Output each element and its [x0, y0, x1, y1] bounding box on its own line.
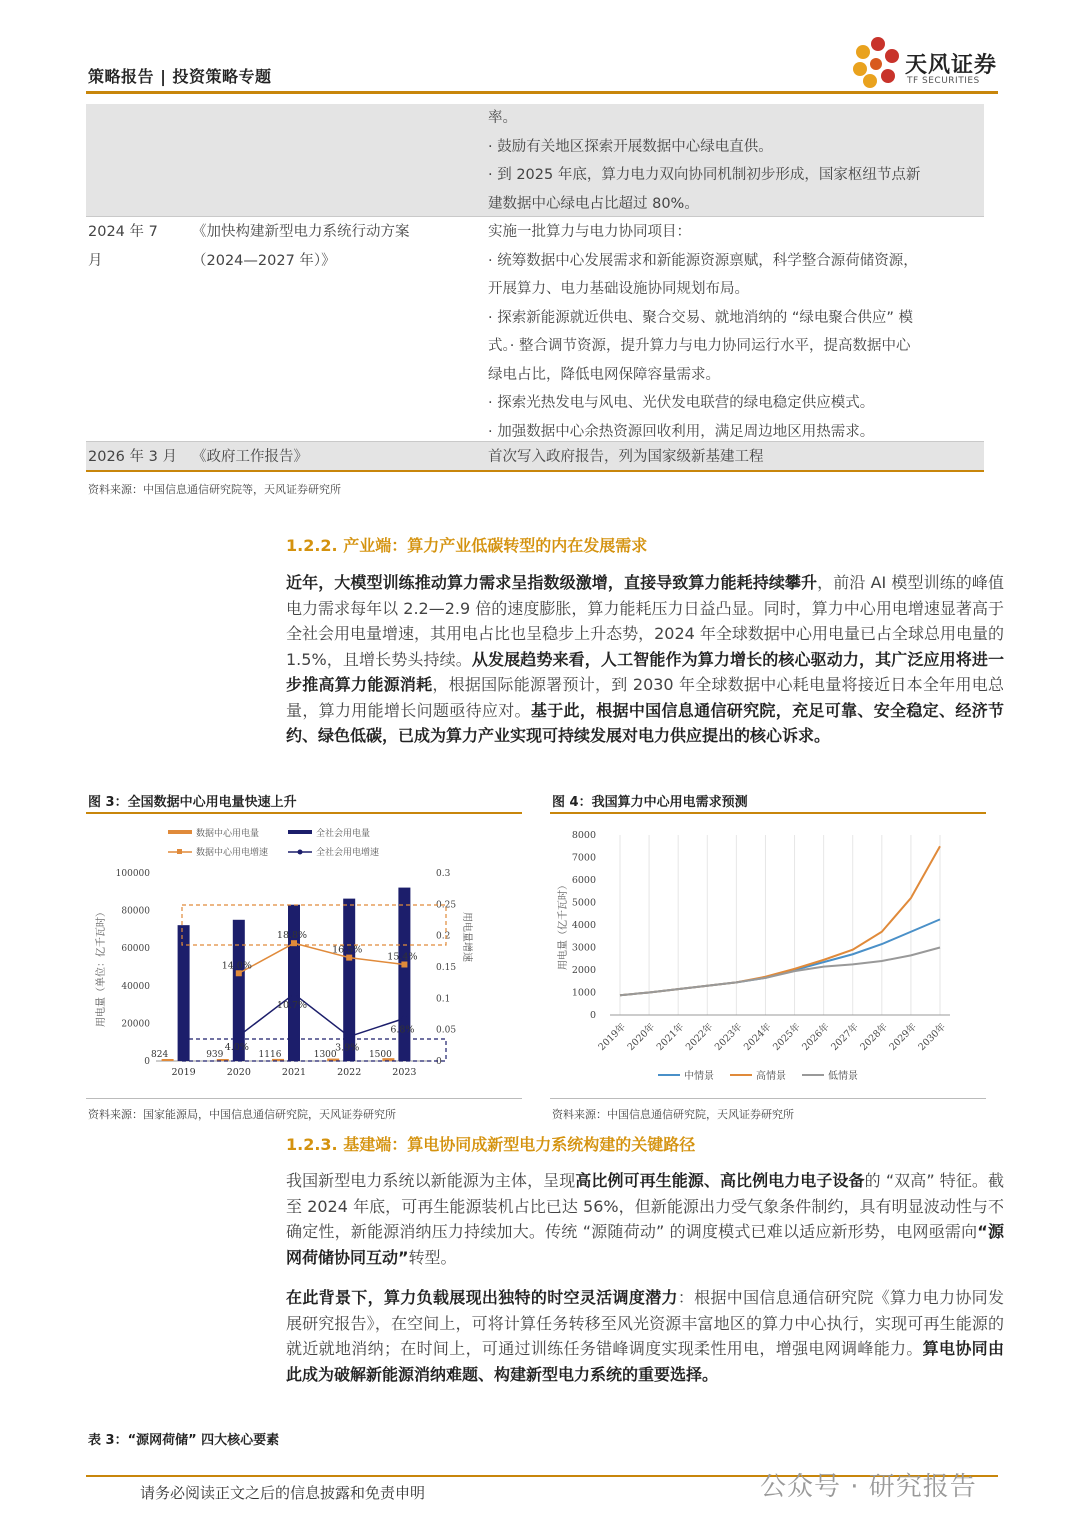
watermark: 公众号 · 研究报告 — [760, 1472, 977, 1502]
x-tick-label: 2022年 — [683, 1021, 716, 1053]
x-tick-label: 2028年 — [858, 1021, 890, 1053]
x-tick-label: 2030年 — [916, 1021, 949, 1053]
fig4-chart — [550, 818, 986, 1098]
legend-label: 数据中心用电增速 — [196, 848, 269, 858]
y-tick-label: 80000 — [121, 906, 150, 917]
legend-swatch — [168, 830, 192, 834]
y-tick-label: 6000 — [571, 875, 596, 886]
cell-line: · 探索新能源就近供电、聚合交易、就地消纳的 “绿电聚合供应” 模 — [488, 309, 913, 326]
bar-value-label: 1500 — [368, 1050, 392, 1060]
legend-label: 全社会用电量 — [316, 829, 371, 839]
line-point — [401, 1015, 407, 1021]
bar-society — [288, 905, 300, 1061]
y2-tick-label: 0.1 — [436, 994, 451, 1005]
cell-line: 绿电占比，降低电网保障容量需求。 — [488, 366, 720, 383]
body-paragraph — [286, 570, 1004, 749]
series-line — [620, 948, 940, 996]
series-line — [239, 994, 405, 1037]
y-tick-label: 20000 — [121, 1019, 150, 1030]
y-tick-label: 0 — [589, 1010, 596, 1021]
x-tick-label: 2023 — [392, 1067, 417, 1078]
x-tick-label: 2021 — [281, 1067, 307, 1078]
cell-line: · 探索光热发电与风电、光伏发电联营的绿电稳定供应模式。 — [488, 395, 875, 411]
bold-text: 从发展趋势来看，人工智能作为算力增长的核心驱动力，其广泛应用将进一步推高算力能源消耗 — [286, 649, 1004, 694]
x-tick-label: 2026年 — [800, 1021, 832, 1053]
body-text: ，根据国际能源署预计，到 2030 年全球数据中心耗电量将接近日本全年用电总量，算力用能增长问题亟待应对。 — [286, 675, 1004, 720]
y-tick-label: 7000 — [571, 852, 596, 864]
table-cell-document — [192, 218, 482, 275]
bold-text: 近年，大模型训练推动算力需求呈指数级激增，直接导致算力能耗持续攀升 — [286, 573, 818, 592]
legend-label: 全社会用电增速 — [316, 848, 380, 858]
cell-line: 《加快构建新型电力系统行动方案 — [192, 224, 410, 240]
line-value-label: 3.9% — [335, 1042, 360, 1054]
line-point — [346, 1034, 352, 1040]
y-tick-label: 2000 — [571, 965, 596, 976]
y-tick-label: 100000 — [115, 869, 150, 879]
cell-line: · 加强数据中心余热资源回收利用，满足周边地区用热需求。 — [488, 423, 875, 440]
x-tick-label: 2023年 — [712, 1021, 745, 1053]
legend-label: 低情景 — [828, 1071, 858, 1082]
legend-swatch — [177, 849, 182, 854]
cell-line: 2024 年 7 — [88, 224, 158, 240]
bold-text: 高比例可再生能源、高比例电力电子设备 — [575, 1171, 865, 1190]
y-tick-label: 40000 — [121, 981, 150, 992]
section-title: 1.2.3. 基建端：算电协同成新型电力系统构建的关键路径 — [286, 1135, 696, 1154]
logo-subtext: TF SECURITIES — [907, 76, 980, 86]
x-tick-label: 2020年 — [625, 1021, 658, 1053]
bold-text: 基于此，根据中国信息通信研究院，充足可靠、安全稳定、经济节约、绿色低碳，已成为算力产业实现可持续发展对电力供应提出的核心诉求。 — [286, 700, 1004, 745]
line-value-label: 4.0% — [224, 1041, 249, 1053]
table-cell-content: 首次写入政府报告，列为国家级新基建工程 — [488, 449, 764, 465]
cell-line: （2024—2027 年）》 — [192, 252, 336, 269]
bar-value-label: 1300 — [313, 1050, 337, 1060]
line-value-label: 14.0% — [221, 960, 252, 972]
table-cell-document: 《政府工作报告》 — [192, 449, 308, 465]
cell-line: 建数据中心绿电占比超过 80%。 — [488, 195, 699, 212]
bold-text: “源网荷储协同互动” — [286, 1222, 1004, 1267]
x-tick-label: 2029年 — [887, 1021, 920, 1053]
y2-tick-label: 0.3 — [436, 869, 451, 879]
fig3-chart — [86, 818, 522, 1098]
body-text: ，前沿 AI 模型训练的峰值电力需求每年以 2.2—2.9 倍的速度膨胀，算力能耗压力日益凸显。同时，算力中心用电增速显著高于全社会用电量增速，其用电占比也呈稳步上升态势，2024 年全球数据中心用电量已占全球总用电量的 1.5%，且增长势头持续。 — [286, 573, 1004, 669]
table-title: 表 3：“源网荷储” 四大核心要素 — [88, 1433, 280, 1448]
legend-label: 中情景 — [684, 1071, 714, 1082]
bar-society — [233, 920, 245, 1061]
y-tick-label: 5000 — [571, 897, 596, 909]
table-bottom-rule — [86, 470, 984, 472]
figure-source: 资料来源：国家能源局，中国信息通信研究院，天风证券研究所 — [88, 1108, 396, 1121]
x-tick-label: 2024年 — [741, 1021, 774, 1053]
line-point — [291, 991, 297, 997]
x-tick-label: 2027年 — [829, 1021, 861, 1053]
body-text: 我国新型电力系统以新能源为主体，呈现 — [286, 1171, 576, 1190]
bar-value-label: 824 — [151, 1050, 169, 1060]
y-tick-label: 8000 — [571, 830, 596, 841]
y2-tick-label: 0.05 — [436, 1025, 457, 1036]
bold-text: 在此背景下，算力负载展现出独特的时空灵活调度潜力 — [286, 1288, 678, 1307]
bar-value-label: 1116 — [258, 1050, 282, 1060]
y-axis-label: 用电量（单位：亿千瓦时） — [96, 907, 107, 1027]
figure-title: 图 4：我国算力中心用电需求预测 — [552, 795, 748, 810]
figure-rule — [86, 1098, 522, 1099]
x-tick-label: 2019 — [171, 1067, 196, 1078]
legend-swatch — [298, 850, 303, 855]
line-value-label: 18.8% — [276, 930, 308, 942]
line-value-label: 10.7% — [276, 999, 308, 1011]
cell-line: · 鼓励有关地区探索开展数据中心绿电直供。 — [488, 138, 773, 155]
body-text: 转型。 — [408, 1247, 457, 1267]
y-tick-label: 4000 — [571, 920, 596, 931]
line-value-label: 15.4% — [387, 951, 418, 963]
series-line — [620, 919, 940, 995]
line-value-label: 6.8% — [390, 1024, 415, 1036]
x-tick-label: 2021年 — [654, 1021, 687, 1053]
legend-swatch — [288, 830, 312, 834]
table-source: 资料来源：中国信息通信研究院等，天风证券研究所 — [88, 483, 341, 496]
header-divider — [86, 91, 998, 94]
figure-rule — [550, 812, 986, 814]
y2-tick-label: 0.2 — [436, 931, 451, 942]
legend-label: 数据中心用电量 — [196, 829, 260, 839]
line-value-label: 16.5% — [332, 944, 363, 956]
x-tick-label: 2022 — [337, 1067, 362, 1078]
cell-line: 月 — [88, 252, 103, 269]
page-header-title: 策略报告 | 投资策略专题 — [88, 67, 272, 86]
bar-value-label: 939 — [206, 1050, 224, 1060]
footer-disclaimer: 请务必阅读正文之后的信息披露和免责申明 — [140, 1484, 426, 1502]
table-cell-content — [488, 218, 984, 446]
y-tick-label: 3000 — [571, 942, 596, 954]
x-tick-label: 2019年 — [596, 1021, 629, 1053]
figure-title: 图 3：全国数据中心用电量快速上升 — [88, 795, 297, 810]
y2-axis-label: 用电量增速 — [461, 912, 472, 962]
logo-text: 天风证券 — [905, 53, 998, 78]
figure-rule — [86, 812, 522, 814]
bold-text: 算电协同由此成为破解新能源消纳难题、构建新型电力系统的重要选择。 — [286, 1339, 1004, 1384]
figure-source: 资料来源：中国信息通信研究院，天风证券研究所 — [552, 1108, 794, 1121]
y-tick-label: 60000 — [121, 944, 150, 955]
x-tick-label: 2025年 — [771, 1021, 803, 1053]
series-line — [239, 943, 405, 973]
y2-tick-label: 0.25 — [436, 900, 457, 911]
table-cell-date: 2026 年 3 月 — [88, 449, 177, 465]
series-line — [620, 846, 940, 995]
x-tick-label: 2020 — [226, 1067, 251, 1078]
body-paragraph — [286, 1285, 1004, 1387]
table-cell-content — [488, 104, 984, 218]
body-text: 的 “双高” 特征。截至 2024 年底，可再生能源装机占比已达 56%，但新能源出力受气象条件制约，具有明显波动性与不确定性，新能源消纳压力持续加大。传统 “源随荷动” 的调度模式已难以适应新形势，电网亟需向 — [286, 1171, 1004, 1241]
cell-line: 开展算力、电力基础设施协同规划布局。 — [488, 281, 749, 297]
line-point — [236, 1033, 242, 1039]
body-paragraph — [286, 1168, 1004, 1270]
figure-rule — [550, 1098, 986, 1099]
y-tick-label: 1000 — [571, 987, 596, 999]
cell-line: 式。· 整合调节资源，提升算力与电力协同运行水平，提高数据中心 — [488, 338, 911, 354]
y-tick-label: 0 — [144, 1057, 150, 1067]
y2-tick-label: 0 — [436, 1057, 442, 1067]
y2-tick-label: 0.15 — [436, 963, 457, 973]
cell-line: 实施一批算力与电力协同项目： — [488, 224, 691, 240]
cell-line: · 到 2025 年底，算力电力双向协同机制初步形成，国家枢纽节点新 — [488, 167, 921, 183]
legend-label: 高情景 — [756, 1071, 786, 1082]
cell-line: 率。 — [488, 110, 517, 126]
body-text: ：根据中国信息通信研究院《算力电力协同发展研究报告》，在空间上，可将计算任务转移至风光资源丰富地区的算力中心执行，实现可再生能源的就近就地消纳；在时间上，可通过训练任务错峰调度实现柔性用电，增强电网调峰能力。 — [286, 1288, 1004, 1358]
table-cell-date — [88, 218, 178, 275]
tf-logo-icon — [848, 34, 904, 90]
y-axis-label: 用电量（亿千瓦时） — [558, 880, 569, 970]
cell-line: · 统筹数据中心发展需求和新能源资源禀赋，科学整合源荷储资源， — [488, 252, 918, 269]
section-title: 1.2.2. 产业端：算力产业低碳转型的内在发展需求 — [286, 536, 648, 555]
